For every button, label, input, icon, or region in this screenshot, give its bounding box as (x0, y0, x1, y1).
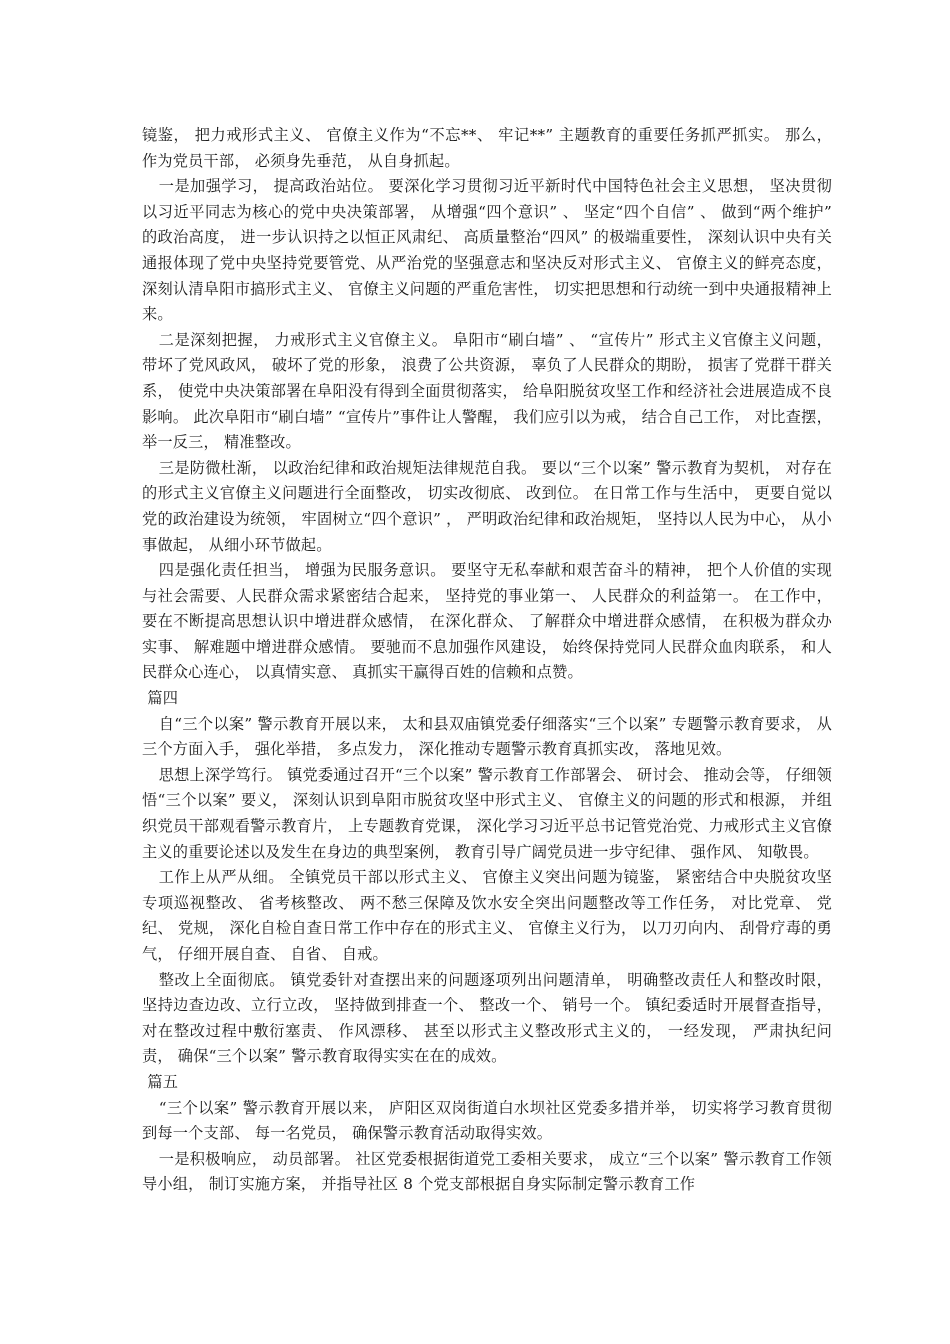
document-body (142, 123, 832, 1198)
section-heading-5: 篇五 (147, 1072, 179, 1091)
paragraph-continuation: 镜鉴， 把力戒形式主义、 官僚主义作为“不忘**、 牢记**” 主题教育的重要任务抓严抓实。 那么， 作为党员干部， 必须身先垂范， 从自身抓起。 (142, 126, 832, 170)
paragraph-study: 一是加强学习， 提高政治站位。 要深化学习贯彻习近平新时代中国特色社会主义思想， 坚决贯彻以习近平同志为核心的党中央决策部署， 从增强“四个意识” 、 坚定“四个自信” 、 做到“两个维护” 的政治高度， 进一步认识持之以恒正风肃纪、 高质量整治“四风” 的极端重要性， 深刻认识中央有关通报体现了党中央坚持党要管党、从严治党的坚强意志和坚决反对形式主义、 官僚主义的鲜亮态度， 深刻认清阜阳市搞形式主义、 官僚主义问题的严重危害性， 切实把思想和行动统一到中央通报精神上来。 (142, 177, 832, 324)
paragraph-grasp: 二是深刻把握， 力戒形式主义官僚主义。 阜阳市“刷白墙” 、 “宣传片” 形式主义官僚主义问题， 带坏了党风政风， 破坏了党的形象， 浪费了公共资源， 辜负了人民群众的期盼， 损害了党群干群关系， 使党中央决策部署在阜阳没有得到全面贯彻落实， 给阜阳脱贫攻坚工作和经济社会进展造成不良影响。 此次阜阳市“刷白墙” “宣传片”事件让人警醒， 我们应引以为戒， 结合自己工作， 对比查摆， 举一反三， 精准整改。 (142, 330, 832, 452)
paragraph-work: 工作上从严从细。 全镇党员干部以形式主义、 官僚主义突出问题为镜鉴， 紧密结合中央脱贫攻坚专项巡视整改、 省考核整改、 两不愁三保障及饮水安全突出问题整改等工作任务， 对比党章、 党纪、 党规， 深化自检自查日常工作中存在的形式主义、 官僚主义行为， 以刀刃向内、 刮骨疗毒的勇气， 仔细开展自查、 自省、 自戒。 (142, 868, 832, 963)
paragraph-section5-intro: “三个以案” 警示教育开展以来， 庐阳区双岗街道白水坝社区党委多措并举， 切实将学习教育贯彻到每一个支部、 每一名党员， 确保警示教育活动取得实效。 (142, 1098, 832, 1143)
paragraph-responsibility: 四是强化责任担当， 增强为民服务意识。 要坚守无私奉献和艰苦奋斗的精神， 把个人价值的实现与社会需要、人民群众需求紧密结合起来， 坚持党的事业第一、 人民群众的利益第一。 在工作中， 要在不断提高思想认识中增进群众感情， 在深化群众、 了解群众中增进群众感情， 在积极为群众办实事、 解难题中增进群众感情。 要驰而不息加强作风建设， 始终保持党同人民群众血肉联系， 和人民群众心连心， 以真情实意、 真抓实干赢得百姓的信赖和点赞。 (142, 561, 832, 682)
section-heading-4: 篇四 (147, 689, 179, 708)
paragraph-respond: 一是积极响应， 动员部署。 社区党委根据街道党工委相关要求， 成立“三个以案” 警示教育工作领导小组， 制订实施方案， 并指导社区 8 个党支部根据自身实际制定警示教育工作 (142, 1149, 832, 1194)
paragraph-rectify: 整改上全面彻底。 镇党委针对查摆出来的问题逐项列出问题清单， 明确整改责任人和整改时限， 坚持边查边改、立行立改， 坚持做到排查一个、 整改一个、 销号一个。 镇纪委适时开展督查指导， 对在整改过程中敷衍塞责、 作风漂移、 甚至以形式主义整改形式主义的， 一经发现， 严肃执纪问责， 确保“三个以案” 警示教育取得实实在在的成效。 (142, 970, 832, 1066)
paragraph-section4-intro: 自“三个以案” 警示教育开展以来， 太和县双庙镇党委仔细落实“三个以案” 专题警示教育要求， 从三个方面入手， 强化举措， 多点发力， 深化推动专题警示教育真抓实改， 落地见效。 (142, 714, 832, 759)
paragraph-prevent: 三是防微杜渐， 以政治纪律和政治规矩法律规范自我。 要以“三个以案” 警示教育为契机， 对存在的形式主义官僚主义问题进行全面整改， 切实改彻底、 改到位。 在日常工作与生活中， 更要自觉以党的政治建设为统领， 牢固树立“四个意识” ， 严明政治纪律和政治规矩， 坚持以人民为中心， 从小事做起， 从细小环节做起。 (142, 458, 832, 554)
paragraph-thought: 思想上深学笃行。 镇党委通过召开“三个以案” 警示教育工作部署会、 研讨会、 推动会等， 仔细领悟“三个以案” 要义， 深刻认识到阜阳市脱贫攻坚中形式主义、 官僚主义的问题的形式和根源， 并组织党员干部观看警示教育片， 上专题教育党课， 深化学习习近平总书记管党治党、力戒形式主义官僚主义的重要论述以及发生在身边的典型案例， 教育引导广阔党员进一步守纪律、 强作风、 知敬畏。 (142, 765, 832, 861)
